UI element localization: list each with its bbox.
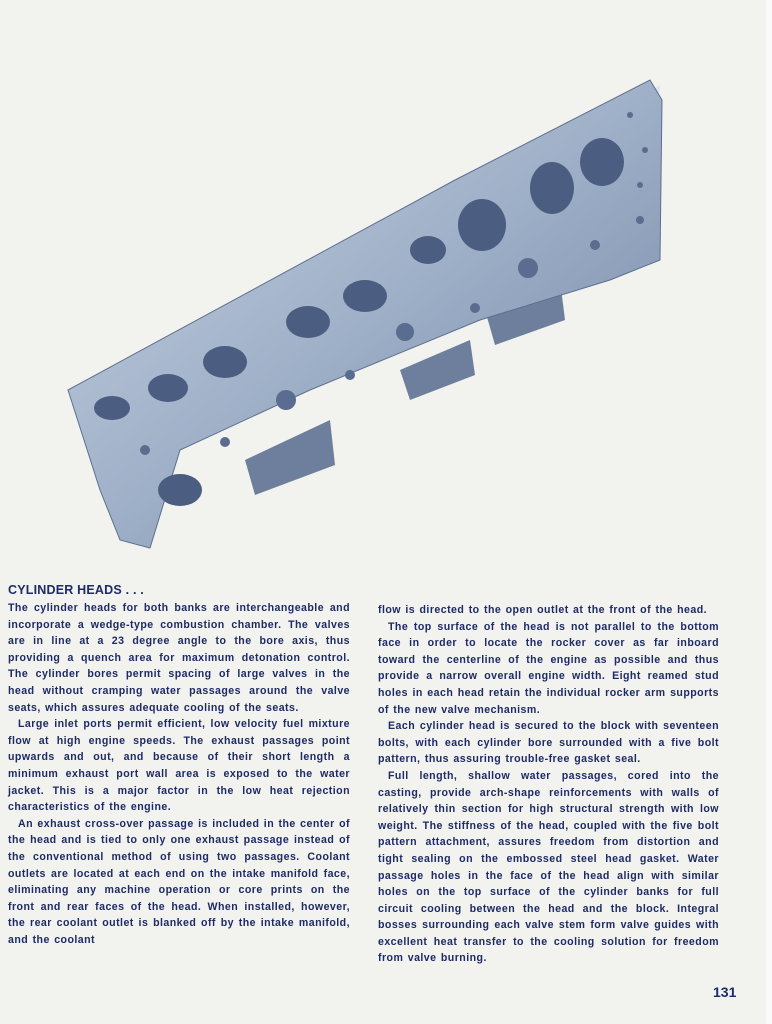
section-heading: CYLINDER HEADS . . . [8, 583, 144, 597]
cylinder-head-photo [50, 70, 690, 560]
paragraph: Each cylinder head is secured to the block with seventeen bolts, with each cylinder bore surrounded with a five bolt pattern, thus assuring trouble-free gasket seal. [378, 720, 719, 766]
paragraph: flow is directed to the open outlet at the front of the head. [378, 604, 708, 616]
text-column-left [8, 600, 350, 948]
page-edge [766, 0, 772, 1024]
paragraph: The cylinder heads for both banks are interchangeable and incorporate a wedge-type combustion chamber. The valves are in line at a 23 degree angle to the bore axis, thus providing a quench area for maximum detonation control. The cylinder bores permit spacing of large valves in the head without cramping water passages around the valve seats, which assures adequate cooling of the seats. [8, 602, 350, 714]
paragraph: The top surface of the head is not parallel to the bottom face in order to locate the rocker cover as far inboard toward the centerline of the engine as possible and thus provide a narrow overall engine width. Eight reamed stud holes in each head retain the individual rocker arm supports of the new valve mechanism. [378, 620, 719, 716]
text-column-right [378, 602, 719, 967]
paragraph: An exhaust cross-over passage is included in the center of the head and is tied to only one exhaust passage instead of the conventional method of using two passages. Coolant outlets are located at each end on the intake manifold face, eliminating any machine operation or core prints on the front and rear faces of the head. When installed, however, the rear coolant outlet is blanked off by the intake manifold, and the coolant [8, 817, 350, 946]
paragraph: Full length, shallow water passages, cored into the casting, provide arch-shape reinforcements with walls of relatively thin section for high structural strength with low weight. The stiffness of the head, coupled with the five bolt pattern attachment, assures freedom from distortion and tight sealing on the embossed steel head gasket. Water passage holes in the face of the head align with similar holes on the top surface of the cylinder banks for full circuit cooling between the head and the block. Integral bosses surrounding each valve stem form valve guides with excellent heat transfer to the cooling solution for freedom from valve burning. [378, 769, 719, 965]
page-number: 131 [713, 984, 737, 1000]
paragraph: Large inlet ports permit efficient, low velocity fuel mixture flow at high engine speeds. The exhaust passages point upwards and out, and because of their short length a minimum exhaust port wall area is exposed to the water jacket. This is a major factor in the low heat rejection characteristics of the engine. [8, 718, 350, 814]
